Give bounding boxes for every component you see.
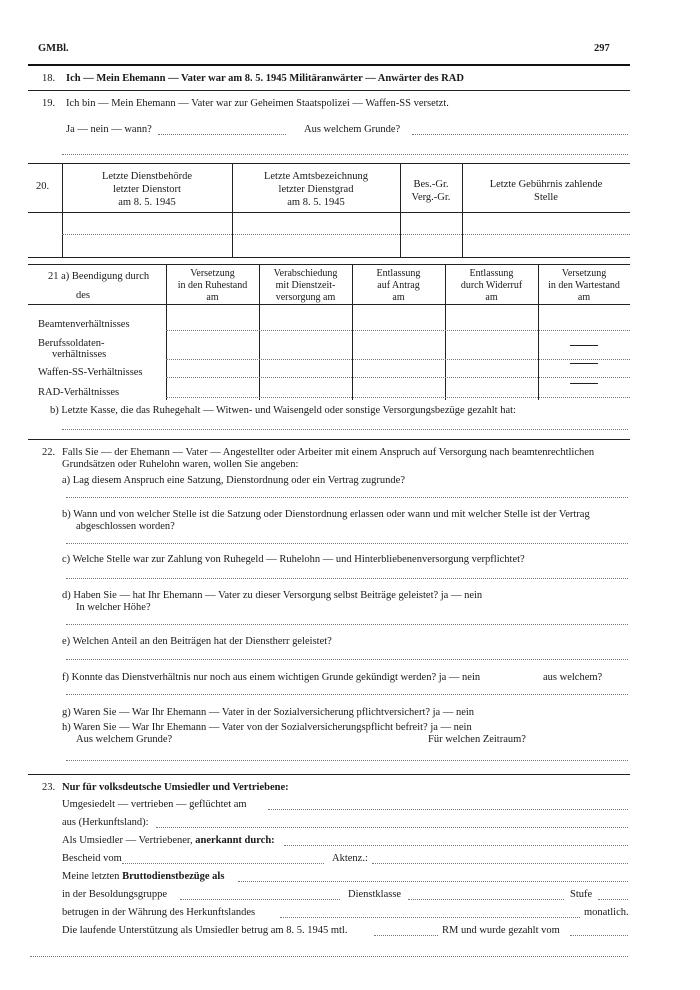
section-19-text: Ich bin — Mein Ehemann — Vater war zur Geheimen Staatspolizei — Waffen-SS versetzt. <box>66 98 449 109</box>
unterstuetzung-field[interactable] <box>374 935 438 936</box>
rule-21 <box>28 439 630 440</box>
col-letzte-dienstbehoerde <box>62 170 232 209</box>
header-line: Entlassung <box>376 268 421 279</box>
row-waffen-ss: Waffen-SS-Verhältnisses <box>38 367 143 378</box>
section-23-extra-line[interactable] <box>30 956 628 957</box>
header-line: Versetzung <box>561 268 607 279</box>
section-22-g: g) Waren Sie — War Ihr Ehemann — Vater in der Sozialversicherung pflichtversichert? ja — nein <box>62 707 475 718</box>
header-line: am <box>206 292 219 303</box>
section-21b-text: b) Letzte Kasse, die das Ruhegehalt — Witwen- und Waisengeld oder sonstige Versorgungsbezüge gezahlt hat: <box>50 405 516 416</box>
besoldungsgruppe-field[interactable] <box>180 899 340 900</box>
row-rad: RAD-Verhältnisses <box>38 387 120 398</box>
section-22-f-aus-welchem: aus welchem? <box>543 672 603 683</box>
table-21-top <box>28 264 630 265</box>
col-ruhestand <box>166 268 259 304</box>
anerkannt-label <box>62 834 275 847</box>
header-line: auf Antrag <box>377 280 420 291</box>
header-line: am <box>577 292 591 303</box>
header-line: Bes.-Gr. <box>413 179 449 190</box>
section-22-h-2: Aus welchem Grunde? <box>76 734 173 745</box>
table-21-head-2: des <box>76 290 90 301</box>
anerkannt-label-b: anerkannt durch: <box>195 835 275 846</box>
waehrung-label: betrugen in der Währung des Herkunftslandes <box>62 907 256 918</box>
header-line: Letzte Dienstbehörde <box>101 171 193 182</box>
section-22-a: a) Lag diesem Anspruch eine Satzung, Dienstordnung oder ein Vertrag zugrunde? <box>62 475 405 486</box>
header-line: mit Dienstzeit- <box>275 280 336 291</box>
section-22-c: c) Welche Stelle war zur Zahlung von Ruhegeld — Ruhelohn — und Hinterbliebenenversorgung verpflichtet? <box>62 554 525 565</box>
header-line: am 8. 5. 1945 <box>118 197 176 209</box>
anerkannt-field[interactable] <box>284 845 628 846</box>
section-22-e-field[interactable] <box>66 659 628 660</box>
row-entry-line[interactable] <box>166 330 630 331</box>
col-entlassung-antrag <box>352 268 445 304</box>
col-letzte-amtsbezeichnung <box>232 170 400 209</box>
stufe-field[interactable] <box>598 899 628 900</box>
section-22-b-field[interactable] <box>66 543 628 544</box>
row-beamtenverhaeltnis: Beamtenverhältnisses <box>38 319 130 330</box>
header-line: letzter Dienstgrad <box>278 184 354 196</box>
section-22-f: f) Konnte das Dienstverhältnis nur noch aus einem wichtigen Grunde gekündigt werden? ja — nein <box>62 672 481 683</box>
header-line: in den Wartestand <box>548 280 620 291</box>
section-22-d-field[interactable] <box>66 624 628 625</box>
rule-18 <box>28 90 630 91</box>
section-18-text: Ich — Mein Ehemann — Vater war am 8. 5. 1945 Militäranwärter — Anwärter des RAD <box>66 73 464 84</box>
page-number: 297 <box>594 43 610 54</box>
section-23-title: Nur für volksdeutsche Umsiedler und Vertriebene: <box>62 782 289 793</box>
bezuege-field[interactable] <box>238 881 628 882</box>
table-21-head-1: 21 a) Beendigung durch <box>48 271 150 282</box>
not-applicable-dash <box>570 383 598 384</box>
section-22-number: 22. <box>42 447 56 458</box>
col-wartestand <box>538 268 630 304</box>
bescheid-label: Bescheid vom <box>62 853 122 864</box>
unterstuetzung-label: Die laufende Unterstützung als Umsiedler betrug am 8. 5. 1945 mtl. <box>62 925 348 936</box>
section-22-d-2: In welcher Höhe? <box>76 602 151 613</box>
section-22-h-3: Für welchen Zeitraum? <box>428 734 526 745</box>
section-22-intro-1: Falls Sie — der Ehemann — Vater — Angestellter oder Arbeiter mit einem Anspruch auf Versorgung nach beamtenrechtlichen <box>62 447 595 458</box>
header-line: durch Widerruf <box>460 280 523 291</box>
aktenzeichen-label: Aktenz.: <box>332 853 368 864</box>
col-bes-gr <box>400 178 462 204</box>
row-entry-line[interactable] <box>166 397 630 398</box>
header-line: Letzte Amtsbezeichnung <box>263 171 369 182</box>
journal-abbreviation: GMBl. <box>38 43 69 54</box>
header-line: Verabschiedung <box>273 268 338 279</box>
section-22-b-2: abgeschlossen worden? <box>76 521 175 532</box>
waehrung-field[interactable] <box>280 917 580 918</box>
header-line: am 8. 5. 1945 <box>287 197 345 209</box>
section-19-ja-nein-wann: Ja — nein — wann? <box>66 124 152 135</box>
table-20-header-bottom <box>28 212 630 213</box>
header-line: Versetzung <box>190 268 235 279</box>
col-verabschiedung <box>259 268 352 304</box>
rule-19 <box>28 163 630 164</box>
rule-22 <box>28 774 630 775</box>
section-19-number: 19. <box>42 98 56 109</box>
herkunftsland-label: aus (Herkunftsland): <box>62 817 149 828</box>
besoldungsgruppe-label: in der Besoldungsgruppe <box>62 889 167 900</box>
monatlich-label: monatlich. <box>584 907 629 918</box>
gezahlt-vom-field[interactable] <box>570 935 628 936</box>
not-applicable-dash <box>570 363 598 364</box>
section-22-b-1: b) Wann und von welcher Stelle ist die Satzung oder Dienstordnung erlassen oder wann und mit welcher Stelle ist der Vertrag <box>62 509 590 520</box>
section-18-number: 18. <box>42 73 56 84</box>
row-berufssoldaten-2: verhältnisses <box>52 349 107 360</box>
row-entry-line[interactable] <box>166 359 630 360</box>
wann-field[interactable] <box>158 134 286 135</box>
header-line: am <box>392 292 405 303</box>
rm-gezahlt-label: RM und wurde gezahlt vom <box>442 925 560 936</box>
header-line: versorgung am <box>275 292 336 303</box>
header-line: Entlassung <box>469 268 514 279</box>
bezuege-label-b: Bruttodienstbezüge als <box>122 871 225 882</box>
row-berufssoldaten: Berufssoldaten- <box>38 338 105 349</box>
section-22-h-field[interactable] <box>66 760 628 761</box>
herkunftsland-field[interactable] <box>156 827 628 828</box>
header-line: in den Ruhestand <box>177 280 248 291</box>
not-applicable-dash <box>570 345 598 346</box>
aktenzeichen-field[interactable] <box>372 863 628 864</box>
section-22-h-1: h) Waren Sie — War Ihr Ehemann — Vater von der Sozialversicherungspflicht befreit? ja — nein <box>62 722 472 733</box>
section-22-c-field[interactable] <box>66 578 628 579</box>
header-line: Stelle <box>534 192 558 204</box>
dienstklasse-field[interactable] <box>408 899 564 900</box>
section-22-d-1: d) Haben Sie — hat Ihr Ehemann — Vater zu dieser Versorgung selbst Beiträge geleistet? ja — nein <box>62 590 483 601</box>
top-rule <box>28 64 630 66</box>
header-line: Letzte Gebührnis zahlende <box>489 179 603 190</box>
section-19-extra-line[interactable] <box>62 154 628 155</box>
section-22-a-field[interactable] <box>66 497 628 498</box>
section-23-number: 23. <box>42 782 56 793</box>
anerkannt-label-a: Als Umsiedler — Vertriebener, <box>62 835 193 846</box>
section-22-f-field[interactable] <box>66 694 628 695</box>
table-20-bottom <box>28 257 630 258</box>
section-20-number: 20. <box>36 181 50 192</box>
umgesiedelt-field[interactable] <box>268 809 628 810</box>
bezuege-label <box>62 870 224 883</box>
umgesiedelt-label: Umgesiedelt — vertrieben — geflüchtet am <box>62 799 247 810</box>
dienstklasse-label: Dienstklasse <box>348 889 402 900</box>
grund-field[interactable] <box>412 134 628 135</box>
header-line: letzter Dienstort <box>113 184 181 196</box>
col-gebuehrnis-stelle <box>462 178 630 204</box>
bescheid-field[interactable] <box>122 863 324 864</box>
section-22-intro-2: Grundsätzen oder Ruhelohn waren, wollen Sie angeben: <box>62 459 299 470</box>
table-20-entry-line[interactable] <box>62 234 630 235</box>
stufe-label: Stufe <box>570 889 593 900</box>
col-entlassung-widerruf <box>445 268 538 304</box>
row-entry-line[interactable] <box>166 377 630 378</box>
section-22-e: e) Welchen Anteil an den Beiträgen hat der Dienstherr geleistet? <box>62 636 332 647</box>
table-21-header-bottom <box>28 304 630 305</box>
header-line: am <box>485 292 498 303</box>
bezuege-label-a: Meine letzten <box>62 871 120 882</box>
section-21b-field[interactable] <box>62 429 628 430</box>
header-line: Verg.-Gr. <box>411 192 451 204</box>
section-19-grund-label: Aus welchem Grunde? <box>304 124 401 135</box>
